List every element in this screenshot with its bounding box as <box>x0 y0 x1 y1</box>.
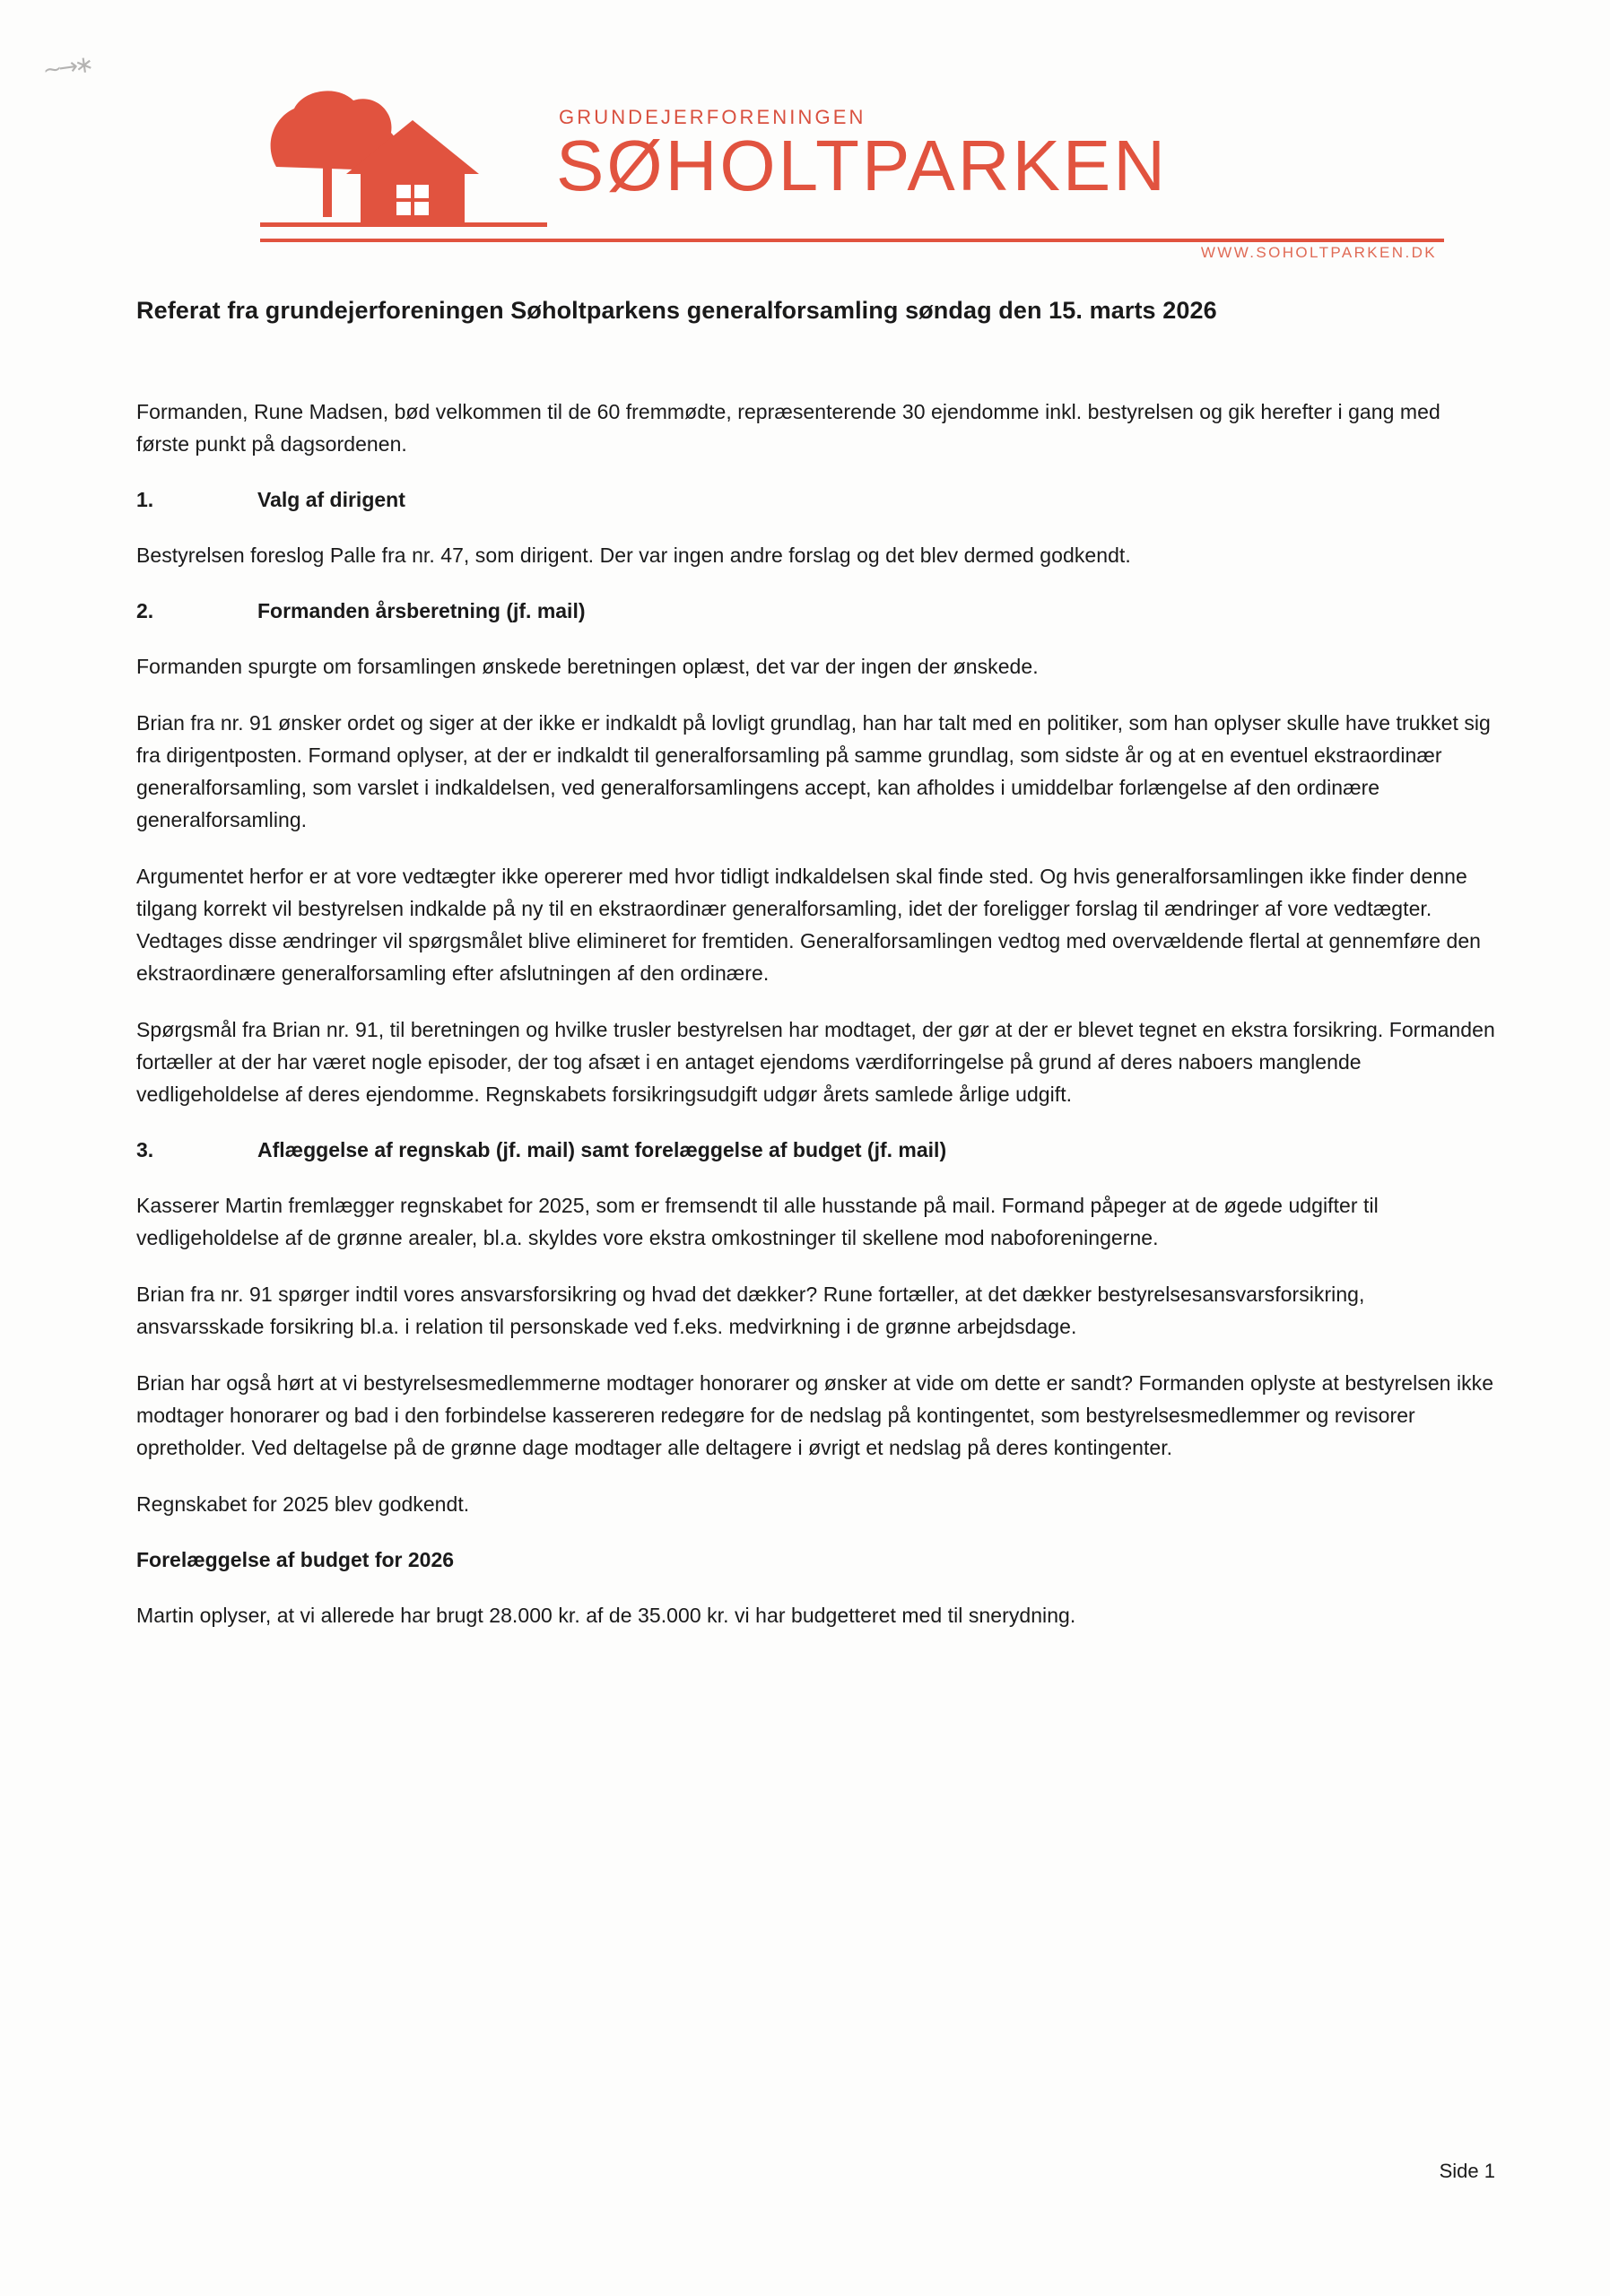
section-heading-2 <box>136 596 1495 626</box>
section-title: Formanden årsberetning (jf. mail) <box>257 599 586 622</box>
logo-kicker: GRUNDEJERFORENINGEN <box>559 106 866 128</box>
letterhead <box>0 0 1610 287</box>
logo-rule <box>260 239 1444 242</box>
budget-heading: Forelæggelse af budget for 2026 <box>136 1548 455 1571</box>
logo <box>260 81 1444 269</box>
handwritten-mark-icon: ~→∗ <box>40 51 92 85</box>
logo-website: WWW.SOHOLTPARKEN.DK <box>1200 244 1437 261</box>
section-2-paragraph-3: Argumentet herfor er at vore vedtægter ikke opererer med hvor tidligt indkaldelsen skal finde sted. Og hvis generalforsamlingen ikke finder denne tilgang korrekt vil bestyrelsen indkalde på ny til en ekstraordinær generalforsamling, idet der foreligger forslag til ændringer af vore vedtægter. Vedtages disse ændringer vil spørgsmålet blive elimineret for fremtiden. Generalforsamlingen vedtog med overvældende flertal at gennemføre den ekstraordinære generalforsamling efter afslutningen af den ordinære. <box>136 865 1482 985</box>
section-2-paragraph-1: Formanden spurgte om forsamlingen ønskede beretningen oplæst, det var der ingen der ønskede. <box>136 655 1039 678</box>
section-title: Aflæggelse af regnskab (jf. mail) samt forelæggelse af budget (jf. mail) <box>257 1138 947 1161</box>
section-2-paragraph-2: Brian fra nr. 91 ønsker ordet og siger at der ikke er indkaldt på lovligt grundlag, han har talt med en politiker, som han oplyser skulle have trukket sig fra dirigentposten. Formand oplyser, at der er indkaldt til generalforsamling på samme grundlag, som sidste år og at en eventuel ekstraordinær generalforsamling, som varslet i indkaldelsen, ved generalforsamlingens accept, kan afholdes i umiddelbar forlængelse af den ordinære generalforsamling. <box>136 711 1491 831</box>
section-3-paragraph-4: Regnskabet for 2025 blev godkendt. <box>136 1492 470 1516</box>
section-3-paragraph-1: Kasserer Martin fremlægger regnskabet for 2025, som er fremsendt til alle husstande på mail. Formand påpeger at de øgede udgifter til vedligeholdelse af de grønne arealer, bl.a. skyldes vore ekstra omkostninger til skellene mod naboforeningerne. <box>136 1194 1379 1249</box>
section-3-paragraph-2: Brian fra nr. 91 spørger indtil vores ansvarsforsikring og hvad det dækker? Rune fortæller, at det dækker bestyrelsesansvarsforsikring, ansvarsskade forsikring bl.a. i relation til personskade ved f.eks. medvirkning i de grønne arbejdsdage. <box>136 1283 1365 1338</box>
section-number: 1. <box>136 488 154 511</box>
title-spacer <box>136 329 1495 396</box>
intro-paragraph: Formanden, Rune Madsen, bød velkommen til de 60 fremmødte, repræsenterende 30 ejendomme inkl. bestyrelsen og gik herefter i gang med første punkt på dagsordenen. <box>136 400 1440 456</box>
section-title: Valg af dirigent <box>257 488 405 511</box>
section-3-paragraph-3: Brian har også hørt at vi bestyrelsesmedlemmerne modtager honorarer og ønsker at vide om dette er sandt? Formanden oplyste at bestyrelsen ikke modtager honorarer og bad i den forbindelse kassereren redegøre for de nedslag på kontingentet, som bestyrelsesmedlemmer og revisorer opretholder. Ved deltagelse på de grønne dage modtager alle deltagere i øvrigt et nedslag på deres kontingenter. <box>136 1371 1494 1459</box>
logo-wordmark <box>556 106 1444 205</box>
section-heading-1 <box>136 484 1495 515</box>
logo-main-title: SØHOLTPARKEN <box>556 126 1169 205</box>
budget-paragraph: Martin oplyser, at vi allerede har brugt 28.000 kr. af de 35.000 kr. vi har budgetteret med til snerydning. <box>136 1604 1076 1627</box>
section-number: 3. <box>136 1138 154 1161</box>
section-2-paragraph-4: Spørgsmål fra Brian nr. 91, til beretningen og hvilke trusler bestyrelsen har modtaget, der gør at der er blevet tegnet en ekstra forsikring. Formanden fortæller at der har været nogle episoder, der tog afsæt i en antaget ejendoms værdiforringelse på grund af deres naboers manglende vedligeholdelse af deres ejendomme. Regnskabets forsikringsudgift udgør årets samlede årlige udgift. <box>136 1018 1495 1106</box>
document-body <box>0 292 1610 1631</box>
section-1-paragraph-1: Bestyrelsen foreslog Palle fra nr. 47, som dirigent. Der var ingen andre forslag og det blev dermed godkendt. <box>136 544 1131 567</box>
page-title: Referat fra grundejerforeningen Søholtparkens generalforsamling søndag den 15. marts 2026 <box>136 297 1217 324</box>
section-heading-3 <box>136 1135 1495 1165</box>
section-number: 2. <box>136 599 154 622</box>
page-number: Side 1 <box>1439 2160 1495 2182</box>
house-and-tree-logo-icon <box>260 81 547 251</box>
